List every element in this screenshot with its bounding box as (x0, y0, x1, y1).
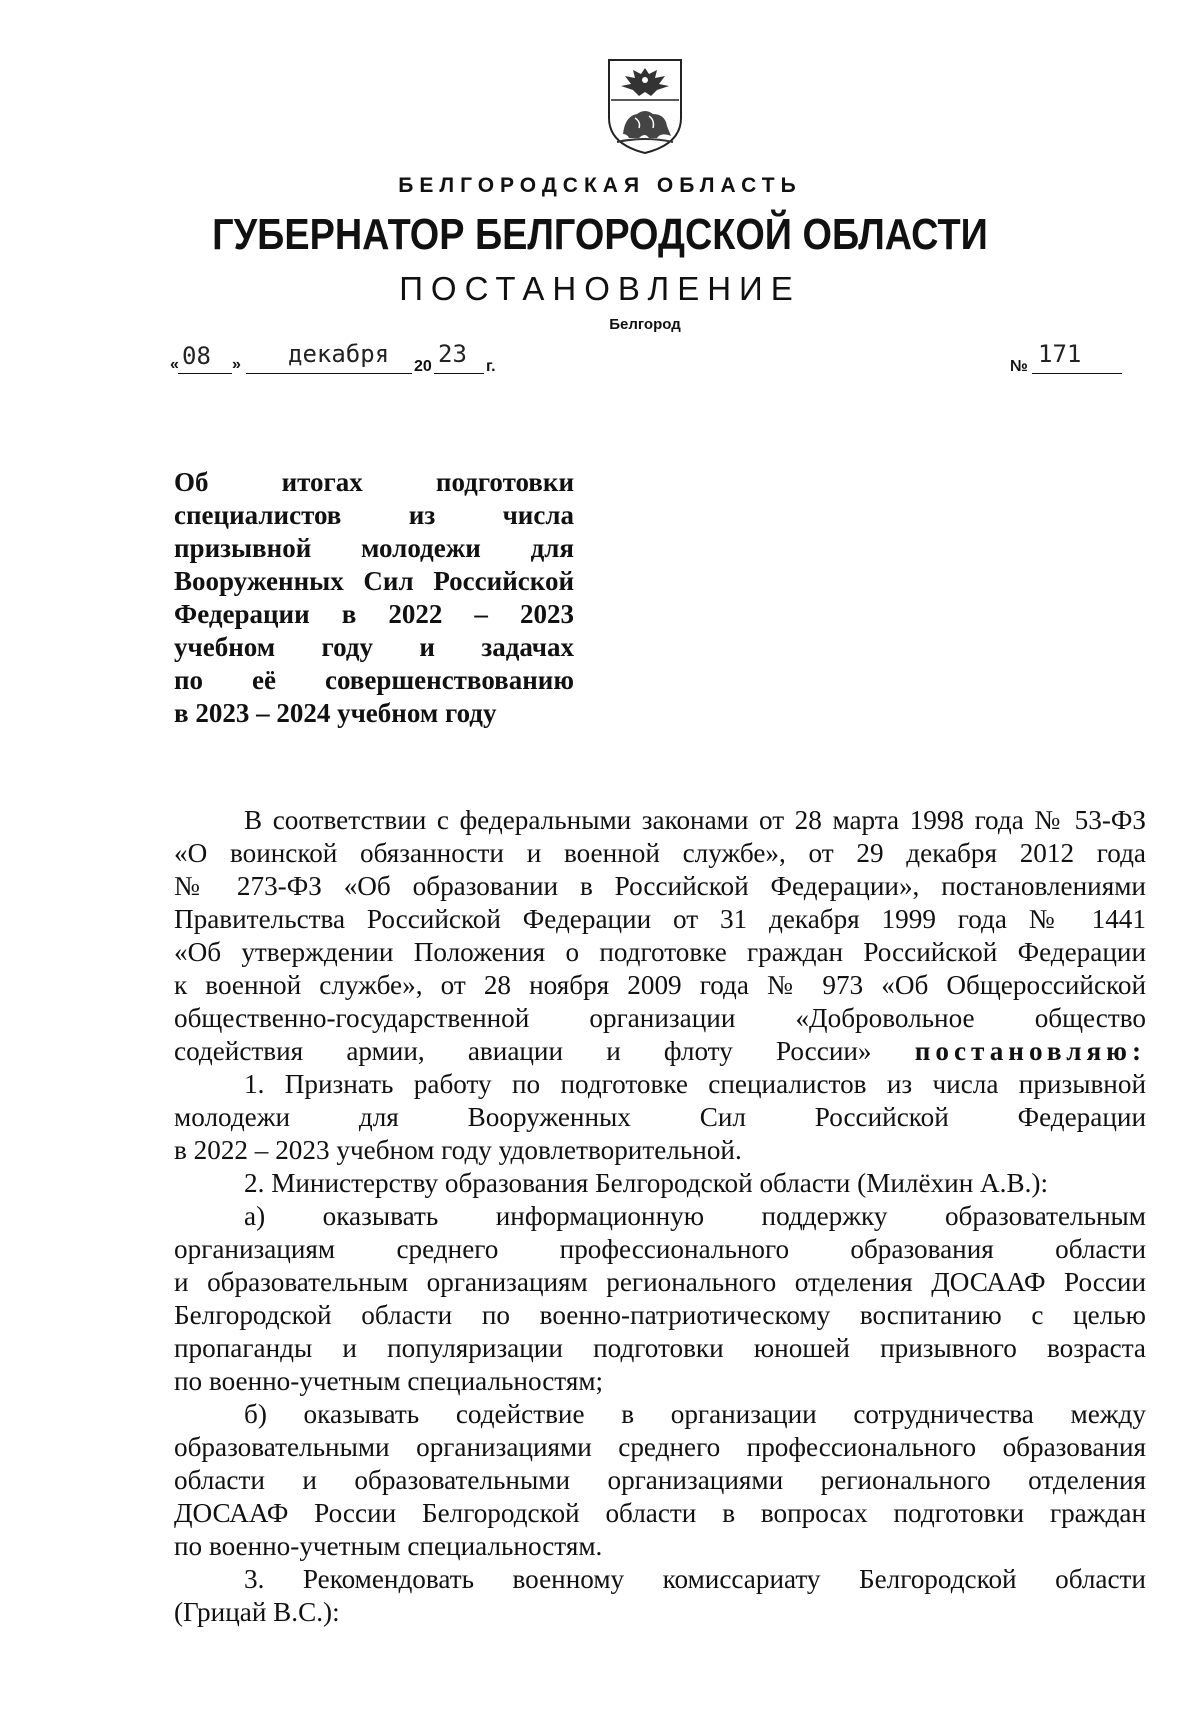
body-line: пропаганды и популяризации подготовки юношей призывного возраста (174, 1333, 1146, 1363)
body-line: «Об утверждении Положения о подготовке граждан Российской Федерации (174, 937, 1146, 967)
body-line: 2. Министерству образования Белгородской области (Милёхин А.В.): (244, 1168, 1049, 1198)
body-line: общественно-государственной организации «Добровольное общество (174, 1003, 1146, 1033)
body-line: организациям среднего профессионального образования области (174, 1234, 1146, 1264)
body-line: молодежи для Вооруженных Сил Российской Федерации (174, 1102, 1146, 1132)
body-line: и образовательным организациям регионального отделения ДОСААФ России (174, 1267, 1146, 1297)
decree-number: 171 (1038, 340, 1082, 368)
decree-body (174, 804, 1146, 1629)
subject-line: учебном году и задачах (174, 632, 574, 662)
body-line: Правительства Российской Федерации от 31 декабря 1999 года № 1441 (174, 904, 1146, 934)
issuer-title: ГУБЕРНАТОР БЕЛГОРОДСКОЙ ОБЛАСТИ (212, 210, 988, 259)
body-line: к военной службе», от 28 ноября 2009 года № 973 «Об Общероссийской (174, 970, 1146, 1000)
body-line: № 273-ФЗ «Об образовании в Российской Федерации», постановлениями (174, 871, 1146, 901)
body-line-text: содействия армии, авиации и флоту России» (174, 1036, 872, 1066)
date-year-suffix: 23 (438, 340, 467, 368)
coat-of-arms-icon (605, 56, 685, 156)
body-line: образовательными организациями среднего профессионального образования (174, 1432, 1146, 1462)
date-year-prefix: 20 (414, 358, 432, 375)
body-line: по военно-учетным специальностям; (174, 1366, 604, 1396)
body-line: Белгородской области по военно-патриотическому воспитанию с целью (174, 1300, 1146, 1330)
date-year-mark: г. (486, 358, 496, 375)
subject-line: Об итогах подготовки (174, 467, 574, 497)
date-close-quote: » (232, 356, 241, 373)
body-line: В соответствии с федеральными законами от 28 марта 1998 года № 53-ФЗ (244, 805, 1146, 835)
month-underline (246, 373, 412, 374)
subject-line: призывной молодежи для (174, 533, 574, 563)
subject-line: в 2023 – 2024 учебном году (174, 698, 497, 728)
subject-line: специалистов из числа (174, 500, 574, 530)
number-label: № (1010, 358, 1028, 375)
number-underline (1032, 373, 1122, 374)
body-line: б) оказывать содействие в организации сотрудничества между (244, 1399, 1146, 1429)
date-day: 08 (182, 342, 211, 370)
document-type: ПОСТАНОВЛЕНИЕ (399, 270, 801, 307)
body-line: а) оказывать информационную поддержку образовательным (244, 1201, 1146, 1231)
body-line: (Грицай В.С.): (174, 1597, 340, 1627)
body-line: области и образовательными организациями регионального отделения (174, 1465, 1146, 1495)
body-line: ДОСААФ России Белгородской области в вопросах подготовки граждан (174, 1498, 1146, 1528)
decree-subject (174, 466, 574, 730)
subject-line: по её совершенствованию (174, 665, 574, 695)
subject-line: Федерации в 2022 – 2023 (174, 599, 574, 629)
body-line: 3. Рекомендовать военному комиссариату Белгородской области (244, 1564, 1146, 1594)
resolve-word: постановляю: (914, 1036, 1147, 1066)
city-label: Белгород (609, 316, 681, 333)
body-line (174, 1035, 1146, 1068)
body-line: в 2022 – 2023 учебном году удовлетворительной. (174, 1135, 742, 1165)
region-title: БЕЛГОРОДСКАЯ ОБЛАСТЬ (398, 174, 802, 197)
date-open-quote: « (170, 356, 179, 373)
subject-line: Вооруженных Сил Российской (174, 566, 574, 596)
body-line: «О воинской обязанности и военной службе», от 29 декабря 2012 года (174, 838, 1146, 868)
year-underline (434, 373, 484, 374)
body-line: по военно-учетным специальностям. (174, 1531, 603, 1561)
day-underline (178, 373, 232, 374)
body-line: 1. Признать работу по подготовке специалистов из числа призывной (244, 1069, 1146, 1099)
date-month: декабря (288, 340, 390, 368)
